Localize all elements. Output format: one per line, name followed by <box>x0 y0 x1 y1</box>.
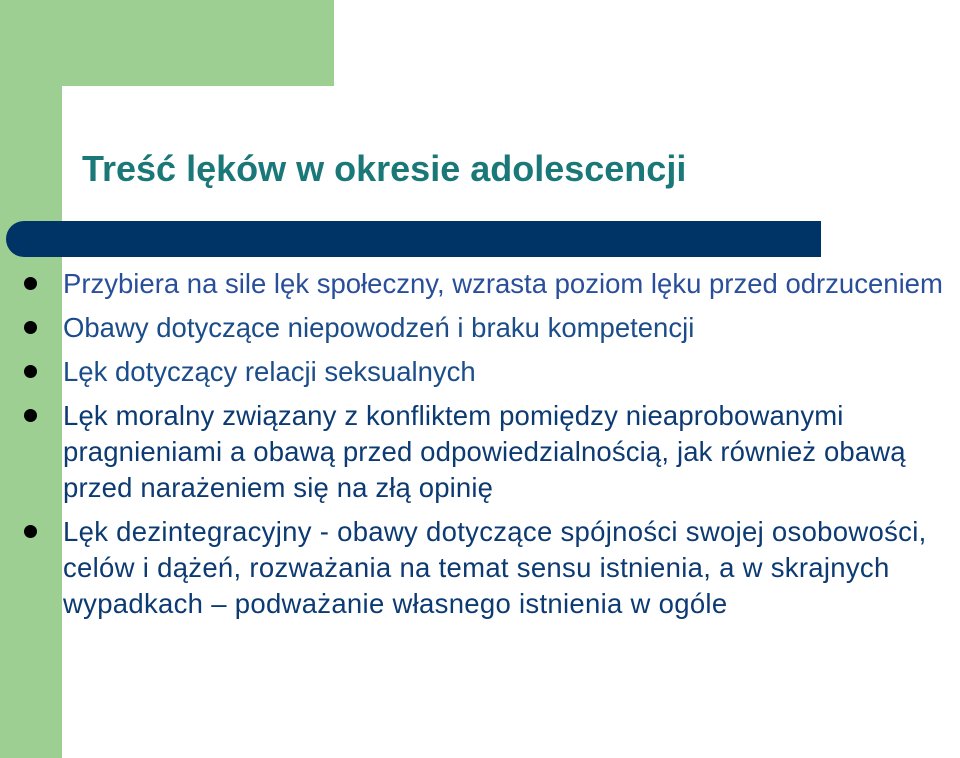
bullet-dot-icon <box>24 409 37 422</box>
slide-title: Treść lęków w okresie adolescencji <box>82 148 687 189</box>
bullet-dot-icon <box>24 277 37 290</box>
list-item <box>24 310 960 346</box>
list-item-text: Lęk dezintegracyjny - obawy dotyczące spójności swojej osobowości, celów i dążeń, rozważania na temat sensu istnienia, a w skrajnych wypadkach – podważanie własnego istnienia w ogóle <box>63 516 927 619</box>
bullet-dot-icon <box>24 365 37 378</box>
list-item-text: Lęk dotyczący relacji seksualnych <box>63 356 476 387</box>
bullet-list <box>24 266 960 630</box>
list-item <box>24 354 960 390</box>
bullet-dot-icon <box>24 321 37 334</box>
list-item-text: Obawy dotyczące niepowodzeń i braku kompetencji <box>63 312 695 343</box>
list-item <box>24 398 960 506</box>
list-item-text: Przybiera na sile lęk społeczny, wzrasta poziom lęku przed odrzuceniem <box>63 268 943 299</box>
list-item-text: Lęk moralny związany z konfliktem pomiędzy nieaprobowanymi pragnieniami a obawą przed odpowiedzialnością, jak również obawą przed narażeniem się na złą opinię <box>63 400 906 503</box>
list-item <box>24 266 960 302</box>
list-item <box>24 514 960 622</box>
bullet-dot-icon <box>24 525 37 538</box>
title-rule-bar <box>6 221 821 257</box>
